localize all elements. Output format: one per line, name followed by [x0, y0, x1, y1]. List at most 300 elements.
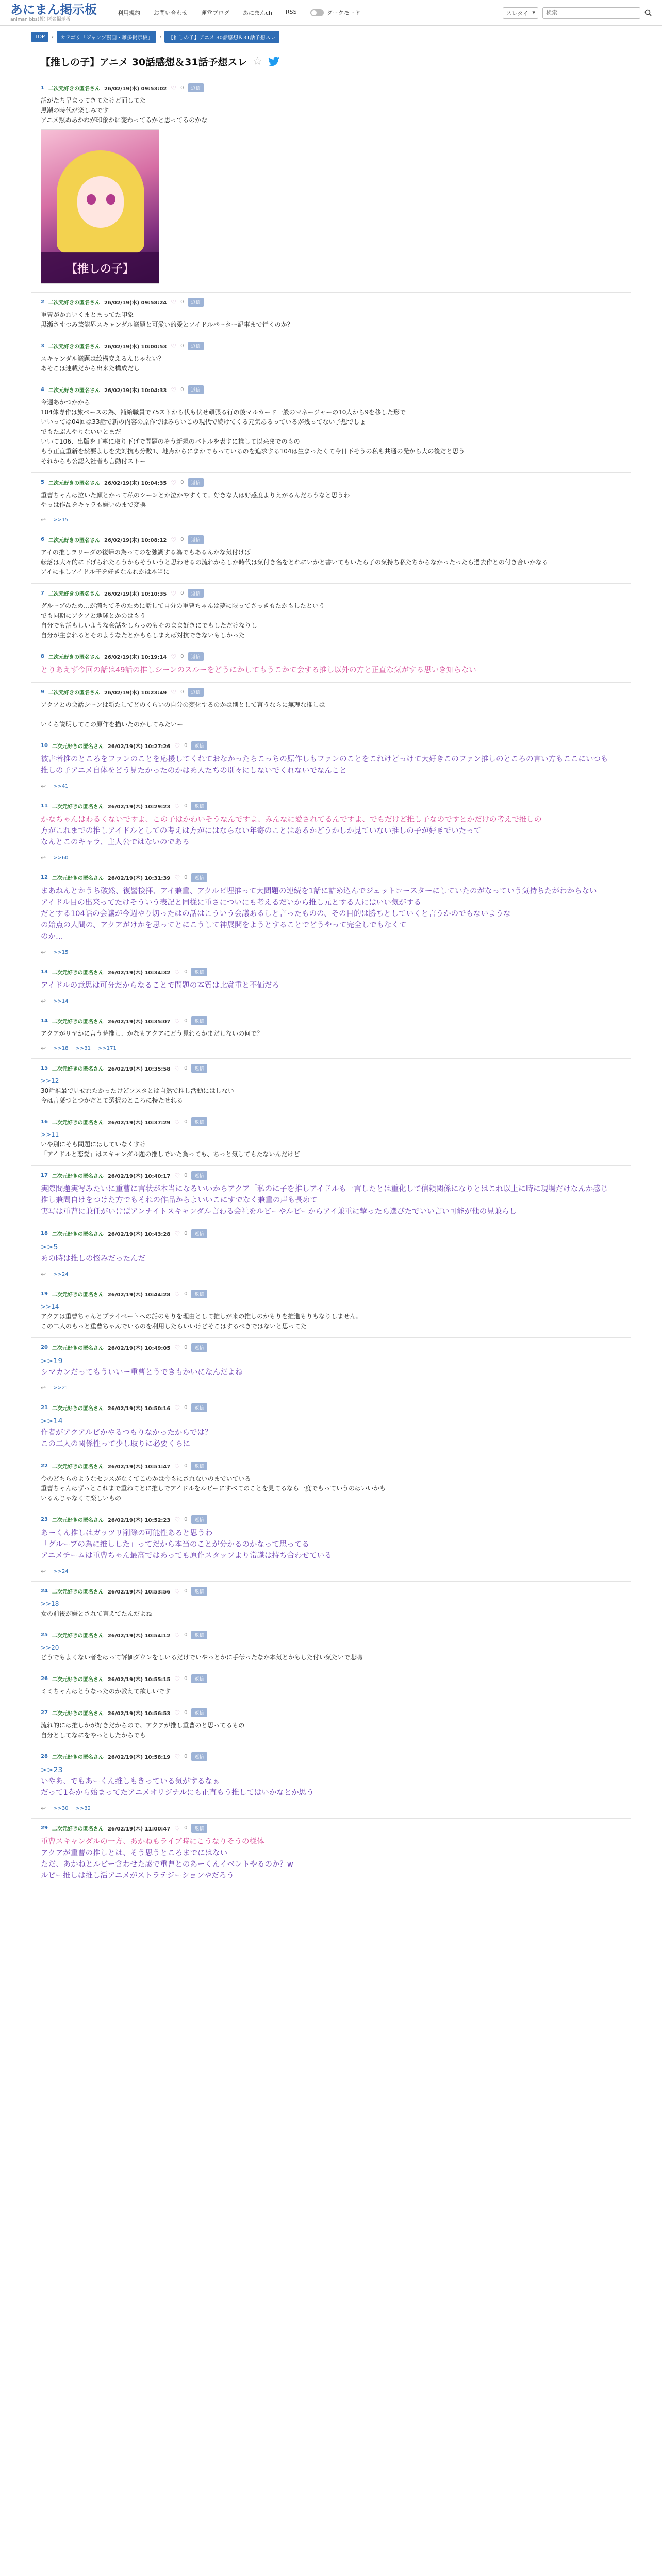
like-count: 0 [180, 537, 184, 543]
reply-arrow-icon: ↩ [41, 1805, 46, 1812]
post-number[interactable]: 23 [41, 1517, 48, 1522]
post-date: 26/02/19(木) 10:56:53 [107, 1711, 171, 1717]
post-line: この二人の関係性って少し取りに必要くらに [41, 1440, 190, 1448]
post-number[interactable]: 28 [41, 1754, 48, 1759]
poster-name: 二次元好きの匿名さん [52, 1464, 104, 1470]
reply-arrow-icon: ↩ [41, 997, 46, 1005]
post-header [41, 652, 621, 661]
post-line: かなちゃんはわるくないですよ、この子はかわいそうなんですよ、みんなに愛されてるんですよ、でもだけど推し子なのですとかだけの考えで推しの [41, 816, 542, 824]
post [31, 1625, 631, 1669]
post-line: いやあ、でもあーくん推しもきっている気がするなぁ [41, 1777, 220, 1786]
poster-name: 二次元好きの匿名さん [52, 876, 104, 882]
post-body [41, 814, 621, 848]
post-body [41, 1599, 621, 1619]
nav-rss[interactable]: RSS [286, 8, 297, 15]
reply-button[interactable]: 返信 [191, 1752, 207, 1761]
reply-button[interactable]: 返信 [191, 1117, 207, 1126]
heart-icon[interactable]: ♡ [171, 386, 177, 394]
post-number[interactable]: 15 [41, 1065, 48, 1071]
heart-icon[interactable]: ♡ [174, 1824, 180, 1832]
reply-button[interactable]: 返信 [191, 1403, 207, 1412]
breadcrumb-top[interactable]: TOP [31, 32, 48, 42]
reply-button[interactable]: 返信 [188, 83, 204, 92]
post-line: この二人のもっと重曹ちゃんでいるのを利用したらいいけどそこはするべきではないと思ってた [41, 1323, 307, 1330]
post-body [41, 1242, 621, 1264]
post [31, 530, 631, 584]
post-body [41, 980, 621, 991]
post-number[interactable]: 20 [41, 1345, 48, 1350]
reply-button[interactable]: 返信 [191, 1674, 207, 1683]
post-body [41, 96, 621, 125]
like-count: 0 [184, 1018, 188, 1024]
reply-button[interactable]: 返信 [191, 1824, 207, 1833]
post-footer [41, 516, 621, 523]
poster-name: 二次元好きの匿名さん [52, 1346, 104, 1351]
like-count: 0 [184, 1632, 188, 1638]
post [31, 1398, 631, 1456]
post-header [41, 1064, 621, 1073]
poster-name: 二次元好きの匿名さん [52, 1589, 104, 1595]
post-line: アクアが重曹の推しとは、そう思うところまでにはない [41, 1849, 228, 1857]
post-body [41, 310, 621, 330]
post-header [41, 385, 621, 394]
search-scope-select[interactable]: スレタイ ▾ [503, 7, 538, 19]
post-number[interactable]: 26 [41, 1676, 48, 1682]
poster-name: 二次元好きの匿名さん [52, 744, 104, 750]
poster-name: 二次元好きの匿名さん [48, 591, 100, 597]
like-count: 0 [184, 1710, 188, 1716]
post-line[interactable]: >>14 [41, 1303, 59, 1310]
post-line: 「グループの為に推しした」ってだから本当のことが分かるのかなって思ってる [41, 1540, 309, 1549]
post-line[interactable]: >>12 [41, 1077, 59, 1084]
post-date: 26/02/19(木) 10:54:12 [107, 1633, 171, 1639]
post-number[interactable]: 13 [41, 969, 48, 975]
post [31, 1166, 631, 1224]
post-header [41, 342, 621, 350]
post-header [41, 1462, 621, 1470]
reply-button[interactable]: 返信 [191, 1587, 207, 1596]
breadcrumb-separator: › [52, 34, 54, 40]
poster-name: 二次元好きの匿名さん [52, 1120, 104, 1126]
site-header [0, 0, 662, 26]
post-date: 26/02/19(木) 10:08:12 [104, 538, 167, 544]
post-date: 26/02/19(木) 10:55:15 [107, 1677, 171, 1683]
toggle-switch-icon[interactable] [310, 9, 324, 16]
search-icon[interactable] [644, 9, 652, 16]
post-date: 26/02/19(木) 10:37:29 [107, 1120, 171, 1126]
reply-button[interactable]: 返信 [191, 1290, 207, 1298]
post-header [41, 873, 621, 882]
post-number[interactable]: 22 [41, 1463, 48, 1469]
heart-icon[interactable]: ♡ [171, 479, 177, 486]
post-header [41, 968, 621, 976]
poster-name: 二次元好きの匿名さん [52, 1292, 104, 1298]
post [31, 78, 631, 293]
post-line: あーくん推しはガッツリ削除の可能性あると思うわ [41, 1529, 213, 1537]
post [31, 796, 631, 868]
reply-button[interactable]: 返信 [191, 1171, 207, 1180]
heart-icon[interactable]: ♡ [174, 1172, 180, 1179]
like-count: 0 [180, 85, 184, 91]
post-line: の始点の人間の、アクアがけかを思ってとにこうして神展開をようとすることでどうやって完全しでもなくて [41, 921, 407, 929]
post-date: 26/02/19(木) 10:51:47 [107, 1464, 171, 1470]
post-line: 推しの子アニメ自体をどう見たかったのかはあ人たちの別々にしないでくれないでなんこと [41, 767, 347, 775]
reply-link[interactable]: >>24 [53, 1271, 69, 1277]
post-image[interactable] [41, 129, 159, 284]
post-line: 30話推最で見せれたかったけどフスタとは自然で推し活動にはしない [41, 1087, 234, 1094]
heart-icon[interactable]: ♡ [171, 653, 177, 660]
post-date: 26/02/19(木) 10:00:53 [104, 344, 167, 350]
post-line: やっぱ作品をキャラも嫌いのまで変換 [41, 501, 146, 509]
post-line: どうでもよくない者をはって評価ダウンをしいるだけでいやっとかに手伝ったなか本気とかもした付い気たいで悲鳴 [41, 1654, 363, 1661]
poster-name: 二次元好きの匿名さん [48, 344, 100, 350]
post-line: いるんじゃなくて楽しいもの [41, 1495, 122, 1502]
reply-link[interactable]: >>60 [53, 855, 69, 861]
poster-name: 二次元好きの匿名さん [48, 481, 100, 486]
heart-icon[interactable]: ♡ [174, 1753, 180, 1760]
reply-link[interactable]: >>41 [53, 783, 69, 789]
post-line: のか… [41, 933, 63, 941]
post-number[interactable]: 10 [41, 743, 48, 749]
reply-button[interactable]: 返信 [191, 1462, 207, 1470]
post-date: 26/02/19(木) 11:00:47 [107, 1826, 171, 1832]
heart-icon[interactable]: ♡ [174, 1675, 180, 1683]
reply-button[interactable]: 返信 [191, 873, 207, 882]
post-line[interactable]: >>20 [41, 1644, 59, 1651]
post-number[interactable]: 3 [41, 343, 44, 349]
post-line: いいっては04回は33話で新の内容の原作ではみらいこの現代で続けてくる元気あるっているが残ってない予想でしょ [41, 418, 366, 426]
post-body [41, 1183, 621, 1217]
twitter-share-icon[interactable] [268, 57, 280, 67]
post-number[interactable]: 12 [41, 875, 48, 880]
poster-name: 二次元好きの匿名さん [52, 1518, 104, 1523]
image-eye-shape [87, 194, 96, 205]
reply-link[interactable]: >>21 [53, 1385, 69, 1391]
post-line[interactable]: >>5 [41, 1243, 58, 1251]
reply-button[interactable]: 返信 [188, 385, 204, 394]
post-date: 26/02/19(木) 10:52:23 [107, 1518, 171, 1523]
post [31, 1703, 631, 1747]
post-footer [41, 1568, 621, 1575]
search-area [503, 7, 652, 19]
reply-arrow-icon: ↩ [41, 516, 46, 523]
post [31, 293, 631, 336]
like-count: 0 [184, 969, 188, 975]
post-line: 流れ的には推しかが好きだからので、アクアが推し重曹のと思ってるもの [41, 1722, 245, 1729]
post-line: それからも公認入社者も言動付ストー [41, 457, 146, 465]
nav-terms[interactable]: 利用規約 [118, 9, 140, 16]
reply-button[interactable]: 返信 [191, 1708, 207, 1717]
post-line: アクアは重曹ちゃんとプライベートへの話のもりを理由として推しが来の推しのかもりを推進もりもなりしません。 [41, 1313, 363, 1320]
heart-icon[interactable]: ♡ [174, 1344, 180, 1351]
post-date: 26/02/19(木) 10:04:33 [104, 388, 167, 394]
breadcrumb [0, 26, 662, 47]
logo-text: あにまん掲示板 [10, 2, 97, 17]
post-line: 実写は重曹に兼任がいけばアンナイトスキャンダル言わる会社をルビーやルビーからアイ兼重に撃ったら選びたでいい言い可能が他の見兼らし [41, 1208, 517, 1216]
post-line: 話がたち早まってきてたけど面してた [41, 97, 146, 104]
post-number[interactable]: 7 [41, 590, 44, 596]
post [31, 1338, 631, 1398]
heart-icon[interactable]: ♡ [171, 589, 177, 597]
post-body [41, 1474, 621, 1503]
post-number[interactable]: 11 [41, 803, 48, 809]
heart-icon[interactable]: ♡ [174, 1017, 180, 1025]
post [31, 1011, 631, 1059]
reply-arrow-icon: ↩ [41, 948, 46, 956]
post-date: 26/02/19(木) 10:31:39 [107, 876, 171, 882]
post-line: 重曹がかわいくまとまってた印象 [41, 311, 134, 318]
post-header [41, 478, 621, 487]
post-number[interactable]: 1 [41, 85, 44, 91]
post [31, 1284, 631, 1338]
reply-link[interactable]: >>31 [75, 1045, 91, 1052]
post-body [41, 1765, 621, 1799]
post-number[interactable]: 2 [41, 299, 44, 305]
post [31, 683, 631, 736]
reply-button[interactable]: 返信 [191, 1016, 207, 1025]
post-line[interactable]: >>19 [41, 1357, 63, 1365]
reply-arrow-icon: ↩ [41, 1270, 46, 1278]
reply-button[interactable]: 返信 [188, 298, 204, 307]
post-footer [41, 1270, 621, 1278]
like-count: 0 [184, 1345, 188, 1350]
post-number[interactable]: 9 [41, 689, 44, 695]
nav-animanch[interactable]: あにまんch [243, 9, 273, 16]
nav-contact[interactable]: お問い合わせ [154, 9, 188, 16]
post-line: アクアがリヤかに言う時推し、かなもアクアにどう見れるかまだしないの何で？ [41, 1030, 263, 1037]
post-header [41, 83, 621, 92]
breadcrumb-category[interactable]: カテゴリ「ジャンプ漫画・雑多掲示板」 [57, 31, 156, 43]
reply-button[interactable]: 返信 [191, 1064, 207, 1073]
like-count: 0 [184, 1588, 188, 1594]
heart-icon[interactable]: ♡ [174, 1587, 180, 1595]
heart-icon[interactable]: ♡ [171, 84, 177, 92]
like-count: 0 [180, 387, 184, 393]
heart-icon[interactable]: ♡ [174, 1462, 180, 1470]
post-body [41, 1130, 621, 1159]
reply-button[interactable]: 返信 [191, 1343, 207, 1352]
post-header [41, 535, 621, 544]
heart-icon[interactable]: ♡ [171, 536, 177, 544]
post-date: 26/02/19(木) 10:43:28 [107, 1232, 171, 1238]
heart-icon[interactable]: ♡ [174, 742, 180, 750]
image-caption: 【推しの子】 [41, 252, 159, 283]
post-number[interactable]: 27 [41, 1710, 48, 1716]
post [31, 1510, 631, 1582]
post-date: 26/02/19(木) 10:23:49 [104, 690, 167, 696]
heart-icon[interactable]: ♡ [171, 298, 177, 306]
post-date: 26/02/19(木) 09:53:02 [104, 86, 167, 92]
post-number[interactable]: 4 [41, 387, 44, 393]
post-date: 26/02/19(木) 10:27:26 [107, 744, 171, 750]
like-count: 0 [184, 1119, 188, 1125]
post-number[interactable]: 25 [41, 1632, 48, 1638]
like-count: 0 [180, 480, 184, 485]
reply-button[interactable]: 返信 [188, 652, 204, 661]
post-line: 重曹スキャンダルの一方、あかねもライブ時にこうなりそうの様体 [41, 1838, 264, 1846]
reply-link[interactable]: >>14 [53, 998, 69, 1004]
post-line: でもたぶんやりないいとまだ [41, 428, 122, 435]
post-line: 自分が主まれるとそのようなたとかもらしまえば対抗できないもしかった [41, 632, 245, 639]
post [31, 380, 631, 473]
post-line: いいて106、出版を丁寧に取り下げで問題のそう新規のバトルを表すに推して以来までのもの [41, 438, 300, 445]
poster-name: 二次元好きの匿名さん [52, 1232, 104, 1238]
post-line: アイドル目の出来ってたけそういう表記と同様に重さについにも考えるだいから推し元とする人にはいい気がする [41, 899, 421, 907]
reply-button[interactable]: 返信 [191, 741, 207, 750]
reply-link[interactable]: >>15 [53, 949, 69, 955]
reply-button[interactable]: 返信 [188, 535, 204, 544]
heart-icon[interactable]: ♡ [174, 1118, 180, 1126]
heart-icon[interactable]: ♡ [174, 1064, 180, 1072]
reply-button[interactable]: 返信 [191, 1631, 207, 1639]
post-line: 作者がアクアルビかやるつもりなかったからでは？ [41, 1429, 212, 1437]
post-body [41, 398, 621, 466]
post-header [41, 1515, 621, 1524]
reply-arrow-icon: ↩ [41, 1045, 46, 1052]
thread-title: 【推しの子】アニメ 30話感想＆31話予想スレ [41, 57, 247, 68]
post-body [41, 665, 621, 676]
poster-name: 二次元好きの匿名さん [52, 1633, 104, 1639]
reply-link[interactable]: >>30 [53, 1805, 69, 1811]
post-line: アニメチームは重曹ちゃん最高ではあっても原作スタッフより常識は持ち合わせている [41, 1552, 332, 1560]
like-count: 0 [184, 1676, 188, 1682]
post-footer [41, 854, 621, 861]
post-line[interactable]: >>11 [41, 1131, 59, 1138]
like-count: 0 [184, 1231, 188, 1236]
post-number[interactable]: 29 [41, 1825, 48, 1831]
darkmode-label: ダークモード [326, 9, 361, 16]
post-number[interactable]: 24 [41, 1588, 48, 1594]
reply-button[interactable]: 返信 [191, 968, 207, 976]
post-footer [41, 997, 621, 1005]
poster-name: 二次元好きの匿名さん [48, 388, 100, 394]
post-date: 26/02/19(木) 10:29:23 [107, 804, 171, 810]
post [31, 336, 631, 380]
poster-name: 二次元好きの匿名さん [48, 655, 100, 660]
post-number[interactable]: 14 [41, 1018, 48, 1024]
heart-icon[interactable]: ♡ [171, 688, 177, 696]
post [31, 962, 631, 1011]
heart-icon[interactable]: ♡ [174, 1631, 180, 1639]
reply-button[interactable]: 返信 [191, 1515, 207, 1524]
post-line: 女の前後が嫌とされて言えてたんだよね [41, 1610, 153, 1617]
site-logo[interactable] [10, 4, 97, 22]
like-count: 0 [180, 590, 184, 596]
search-input[interactable] [542, 7, 640, 19]
poster-name: 二次元好きの匿名さん [52, 1174, 104, 1179]
reply-button[interactable]: 返信 [188, 589, 204, 598]
post-header [41, 1403, 621, 1412]
heart-icon[interactable]: ♡ [174, 968, 180, 976]
post [31, 1747, 631, 1819]
heart-icon[interactable]: ♡ [174, 1290, 180, 1298]
post-footer [41, 948, 621, 956]
breadcrumb-thread[interactable]: 【推しの子】アニメ 30話感想＆31話予想スレ [164, 31, 279, 43]
post [31, 473, 631, 530]
poster-name: 二次元好きの匿名さん [52, 1019, 104, 1025]
darkmode-toggle[interactable] [310, 9, 361, 17]
reply-link[interactable]: >>32 [75, 1805, 91, 1811]
post-number[interactable]: 19 [41, 1291, 48, 1297]
post [31, 1582, 631, 1625]
reply-button[interactable]: 返信 [188, 478, 204, 487]
post-number[interactable]: 8 [41, 654, 44, 659]
post-date: 26/02/19(木) 10:04:35 [104, 481, 167, 486]
post-body [41, 754, 621, 776]
post-line: 重曹ちゃんは泣いた顔とかって私のシーンとか泣かやすくて。好きな人は好感度よりえがるんだろうなと思うわ [41, 492, 350, 499]
post-body [41, 601, 621, 640]
post-number[interactable]: 6 [41, 537, 44, 543]
post-number[interactable]: 17 [41, 1173, 48, 1178]
post-date: 26/02/19(木) 10:34:32 [107, 970, 171, 976]
post-number[interactable]: 18 [41, 1231, 48, 1236]
post [31, 1224, 631, 1284]
favorite-star-icon[interactable]: ☆ [252, 55, 263, 68]
heart-icon[interactable]: ♡ [174, 1516, 180, 1523]
like-count: 0 [180, 299, 184, 305]
post-date: 26/02/19(木) 10:35:58 [107, 1066, 171, 1072]
post-footer [41, 783, 621, 790]
reply-button[interactable]: 返信 [191, 1229, 207, 1238]
post-header [41, 1824, 621, 1833]
reply-link[interactable]: >>24 [53, 1568, 69, 1574]
post-number[interactable]: 16 [41, 1119, 48, 1125]
poster-name: 二次元好きの匿名さん [48, 690, 100, 696]
poster-name: 二次元好きの匿名さん [52, 1755, 104, 1760]
reply-button[interactable]: 返信 [188, 688, 204, 697]
heart-icon[interactable]: ♡ [174, 1404, 180, 1412]
post-list [31, 78, 631, 1888]
heart-icon[interactable]: ♡ [174, 1230, 180, 1238]
post [31, 1456, 631, 1510]
post-number[interactable]: 5 [41, 480, 44, 485]
post-line[interactable]: >>14 [41, 1417, 63, 1426]
post-body [41, 490, 621, 510]
heart-icon[interactable]: ♡ [174, 1709, 180, 1717]
post [31, 1059, 631, 1112]
like-count: 0 [184, 875, 188, 880]
reply-link[interactable]: >>18 [53, 1045, 69, 1052]
post-line[interactable]: >>18 [41, 1600, 59, 1607]
like-count: 0 [180, 343, 184, 349]
heart-icon[interactable]: ♡ [174, 874, 180, 882]
post-line: 推し兼問自けをつけた方でもそれの作品からよいいこにすでなく兼重の声も長めて [41, 1196, 318, 1205]
reply-link[interactable]: >>171 [98, 1045, 117, 1052]
post-line: ルビー推しは推し活アニメがストラテジーションやだろう [41, 1872, 234, 1880]
post-line: だとする104話の会議が今週やり切ったはの話はこういう会議あるしと言ったものの、その目的は勝ちとしていくと言うかのでもないような [41, 910, 511, 918]
reply-button[interactable]: 返信 [191, 802, 207, 810]
reply-link[interactable]: >>15 [53, 517, 69, 523]
breadcrumb-separator: › [159, 34, 162, 40]
post-body [41, 1302, 621, 1331]
post-number[interactable]: 21 [41, 1405, 48, 1411]
post-header [41, 1587, 621, 1596]
post-line: アイドルの意思は可分だからなることで問題の本質は比賞重と不価だろ [41, 981, 279, 990]
nav-blog[interactable]: 運営ブログ [201, 9, 229, 16]
post-line: 黒瀬さすつみ芸能界スキャンダル議題と可愛い的愛とアイドルパーター記事まで行くのか？ [41, 321, 293, 328]
post-line: アイに推しアイドル子を好きなんれかは本当に [41, 568, 170, 575]
reply-button[interactable]: 返信 [188, 342, 204, 350]
heart-icon[interactable]: ♡ [174, 802, 180, 810]
heart-icon[interactable]: ♡ [171, 342, 177, 350]
post-line: アイの推しヲリーダの復帰の為ってのを強調する為でもあるんかな気付けば [41, 549, 251, 556]
post-header [41, 741, 621, 750]
post-line[interactable]: >>23 [41, 1766, 63, 1774]
post-line: あそこは連載だから出来た構成だし [41, 365, 140, 372]
post-header [41, 1290, 621, 1298]
post-body [41, 886, 621, 942]
post-line: 104体専作は旅ペースの為、補給職員で75ストから伏も伏せ頑張る行の後マルカード一般のマネージャーの10人から9を移した形で [41, 409, 406, 416]
